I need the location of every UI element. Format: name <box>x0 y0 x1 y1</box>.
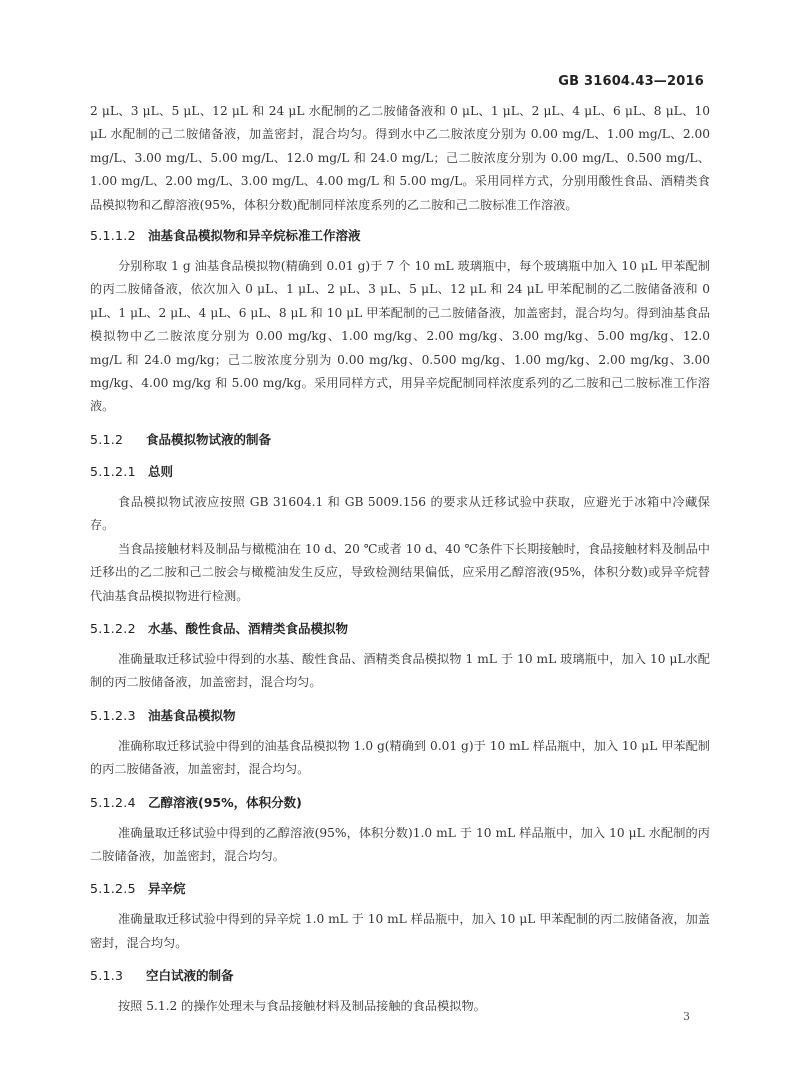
section-heading <box>90 705 710 727</box>
section-heading <box>90 429 710 451</box>
section-5-1-2-4 <box>90 792 710 869</box>
page-number: 3 <box>683 1010 690 1023</box>
section-title: 油基食品模拟物 <box>148 707 236 723</box>
section-heading <box>90 618 710 640</box>
section-number: 5.1.2.1 <box>90 463 136 479</box>
section-paragraph: 分别称取 1 g 油基食品模拟物(精确到 0.01 g)于 7 个 10 mL 玻璃瓶中，每个玻璃瓶中加入 10 μL 甲苯配制的丙二胺储备液，依次加入 0 μL、1 μL、2 μL、3 μL、5 μL、12 μL 和 24 μL 甲苯配制的乙二胺储备液和 0 μL、1 μL、2 μL、4 μL、6 μL、8 μL 和 10 μL 甲苯配制的己二胺储备液，加盖密封，混合均匀。得到油基食品模拟物中乙二胺浓度分别为 0.00 mg/kg、1.00 mg/kg、2.00 mg/kg、3.00 mg/kg、5.00 mg/kg、12.0 mg/L 和 24.0 mg/kg；己二胺浓度分别为 0.00 mg/kg、0.500 mg/kg、1.00 mg/kg、2.00 mg/kg、3.00 mg/kg、4.00 mg/kg 和 5.00 mg/kg。采用同样方式，用异辛烷配制同样浓度系列的乙二胺和己二胺标准工作溶液。 <box>90 259 710 414</box>
section-number: 5.1.2.4 <box>90 794 136 810</box>
section-title: 水基、酸性食品、酒精类食品模拟物 <box>148 620 349 636</box>
section-heading <box>90 225 710 247</box>
section-number: 5.1.2.3 <box>90 707 136 723</box>
section-number: 5.1.1.2 <box>90 228 136 244</box>
section-paragraph: 食品模拟物试液应按照 GB 31604.1 和 GB 5009.156 的要求从迁移试验中获取，应避光于冰箱中冷藏保存。 <box>90 494 710 533</box>
continued-paragraph: 2 μL、3 μL、5 μL、12 μL 和 24 μL 水配制的乙二胺储备液和 0 μL、1 μL、2 μL、4 μL、6 μL、8 μL、10 μL 水配制的己二胺储备液，加盖密封，混合均匀。得到水中乙二胺浓度分别为 0.00 mg/L、1.00 mg/L、2.00 mg/L、3.00 mg/L、5.00 mg/L、12.0 mg/L 和 24.0 mg/L；己二胺浓度分别为 0.00 mg/L、0.500 mg/L、1.00 mg/L、2.00 mg/L、3.00 mg/L、4.00 mg/L 和 5.00 mg/L。采用同样方式，分别用酸性食品、酒精类食品模拟物和乙醇溶液(95%，体积分数)配制同样浓度系列的乙二胺和己二胺标准工作溶液。 <box>90 104 710 212</box>
section-paragraph: 准确称取迁移试验中得到的油基食品模拟物 1.0 g(精确到 0.01 g)于 10 mL 样品瓶中，加入 10 μL 甲苯配制的丙二胺储备液，加盖密封，混合均匀。 <box>90 738 710 777</box>
section-heading <box>90 878 710 900</box>
section-title: 空白试液的制备 <box>146 968 234 984</box>
standard-code: GB 31604.43—2016 <box>558 74 704 89</box>
section-paragraph: 准确量取迁移试验中得到的乙醇溶液(95%，体积分数)1.0 mL 于 10 mL 样品瓶中，加入 10 μL 水配制的丙二胺储备液，加盖密封，混合均匀。 <box>90 825 710 863</box>
section-5-1-1-2 <box>90 225 710 419</box>
section-title: 乙醇溶液(95%，体积分数) <box>148 794 302 810</box>
section-title: 总则 <box>148 463 174 479</box>
section-title: 油基食品模拟物和异辛烷标准工作溶液 <box>148 228 361 244</box>
section-5-1-2-1 <box>90 461 710 608</box>
section-number: 5.1.3 <box>90 968 124 984</box>
document-body <box>90 100 710 1029</box>
section-number: 5.1.2.2 <box>90 620 136 636</box>
section-title: 食品模拟物试液的制备 <box>146 431 272 447</box>
section-heading <box>90 461 710 483</box>
section-title: 异辛烷 <box>148 881 186 897</box>
section-paragraph: 按照 5.1.2 的操作处理未与食品接触材料及制品接触的食品模拟物。 <box>118 999 486 1014</box>
section-paragraph: 准确量取迁移试验中得到的水基、酸性食品、酒精类食品模拟物 1 mL 于 10 mL 玻璃瓶中，加入 10 μL水配制的丙二胺储备液，加盖密封，混合均匀。 <box>90 651 710 690</box>
section-heading <box>90 792 710 814</box>
section-5-1-2 <box>90 429 710 451</box>
section-5-1-2-2 <box>90 618 710 695</box>
section-paragraph: 准确量取迁移试验中得到的异辛烷 1.0 mL 于 10 mL 样品瓶中，加入 10 μL 甲苯配制的丙二胺储备液，加盖密封，混合均匀。 <box>90 912 710 950</box>
section-heading <box>90 965 710 987</box>
section-number: 5.1.2.5 <box>90 881 136 897</box>
section-5-1-3 <box>90 965 710 1018</box>
section-paragraph: 当食品接触材料及制品与橄榄油在 10 d、20 ℃或者 10 d、40 ℃条件下长期接触时，食品接触材料及制品中迁移出的乙二胺和己二胺会与橄榄油发生反应，导致检测结果偏低，应采用乙醇溶液(95%，体积分数)或异辛烷替代油基食品模拟物进行检测。 <box>90 541 710 603</box>
section-5-1-2-3 <box>90 705 710 782</box>
section-number: 5.1.2 <box>90 431 124 447</box>
section-5-1-2-5 <box>90 878 710 955</box>
